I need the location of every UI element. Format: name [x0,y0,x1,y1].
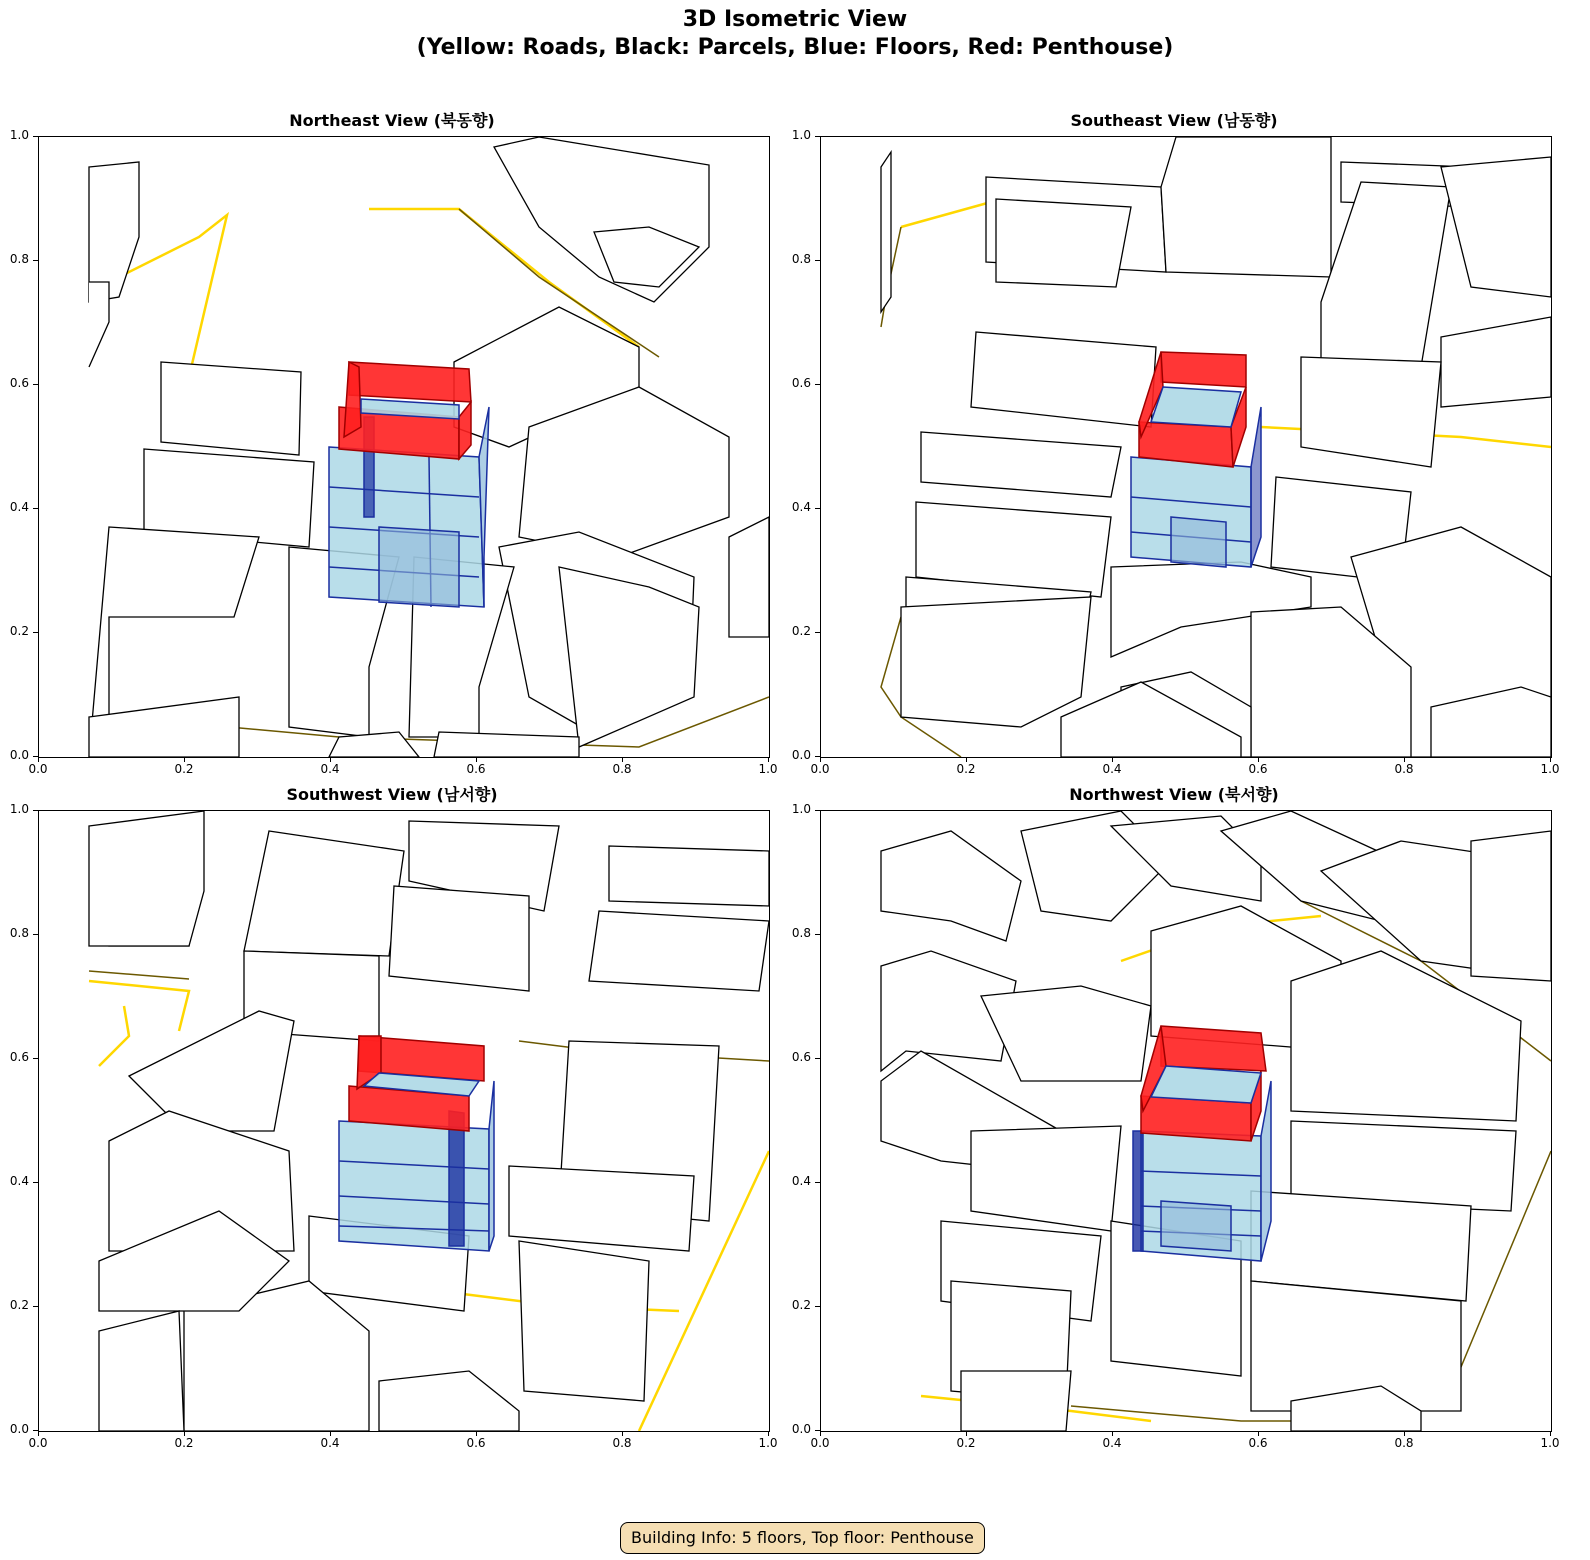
building [589,911,769,991]
penthouse-wall [349,362,471,402]
building [1321,182,1451,367]
building [971,332,1156,427]
floor-block [489,1081,494,1251]
y-tick-label: 0.6 [9,1050,29,1064]
building [981,986,1151,1081]
plot-area [820,136,1552,758]
y-tick-label: 0.4 [9,500,29,514]
floor-block [1161,1201,1231,1251]
figure-title-line1: 3D Isometric View [682,7,908,32]
building [494,137,709,302]
floor-block [339,1121,489,1251]
y-tick-mark [33,260,38,261]
figure-title-line2: (Yellow: Roads, Black: Parcels, Blue: Floors, Red: Penthouse) [416,35,1174,60]
y-tick-label: 0.2 [9,1298,29,1312]
building [519,1241,649,1401]
building [161,362,301,455]
x-tick-label: 0.8 [612,1436,632,1450]
y-tick-mark [815,1430,820,1431]
y-tick-label: 1.0 [9,128,29,142]
y-tick-label: 0.0 [791,748,811,762]
building [329,732,419,757]
building [996,199,1131,287]
y-tick-label: 0.0 [9,1422,29,1436]
x-tick-label: 0.8 [612,762,632,776]
y-tick-mark [33,810,38,811]
panel-title: Northwest View (북서향) [1069,785,1279,804]
building [244,831,404,956]
y-tick-mark [33,384,38,385]
y-tick-label: 0.0 [9,748,29,762]
building [921,432,1121,497]
building [1301,357,1441,467]
y-tick-mark [815,384,820,385]
y-tick-mark [815,260,820,261]
y-tick-label: 0.8 [791,252,811,266]
y-tick-mark [33,1058,38,1059]
building [99,1311,184,1431]
floor-block [1251,407,1261,567]
penthouse [1139,352,1246,467]
y-tick-label: 1.0 [9,802,29,816]
building [379,1371,519,1431]
scene-southeast [821,137,1551,757]
y-tick-mark [33,934,38,935]
panel-northwest [782,782,1566,1454]
x-tick-label: 0.0 [810,762,830,776]
x-tick-label: 1.0 [1540,1436,1560,1450]
y-tick-label: 0.2 [791,624,811,638]
penthouse [349,1036,484,1131]
x-tick-label: 1.0 [758,1436,778,1450]
penthouse-roof [1151,1066,1261,1103]
panel-southeast [782,108,1566,780]
y-tick-label: 0.6 [9,376,29,390]
building [971,1126,1121,1231]
x-tick-label: 0.4 [320,1436,340,1450]
scene-southwest [39,811,769,1431]
panel-title: Northeast View (북동향) [289,111,495,130]
building [89,282,109,367]
y-tick-mark [815,1182,820,1183]
column [449,1111,464,1246]
building [901,597,1091,727]
building-info-box: Building Info: 5 floors, Top floor: Penthouse [620,1522,985,1554]
x-tick-label: 0.2 [956,762,976,776]
x-tick-label: 1.0 [758,762,778,776]
y-tick-mark [33,1182,38,1183]
x-tick-label: 0.6 [466,1436,486,1450]
building [89,162,139,302]
building [729,517,769,637]
y-tick-label: 1.0 [791,128,811,142]
building [609,846,769,906]
road-line [89,971,189,979]
y-tick-mark [815,136,820,137]
x-tick-label: 0.4 [1102,762,1122,776]
building [961,1371,1071,1431]
building [509,1166,694,1251]
y-tick-mark [33,136,38,137]
building [1471,831,1551,981]
floor-block [379,527,459,607]
penthouse-roof [1151,387,1241,427]
y-tick-label: 0.6 [791,1050,811,1064]
y-tick-mark [33,632,38,633]
y-tick-mark [33,1430,38,1431]
x-tick-label: 0.0 [810,1436,830,1450]
y-tick-label: 0.4 [9,1174,29,1188]
panel-title: Southeast View (남동향) [1070,111,1278,130]
panel-southwest [0,782,784,1454]
x-tick-label: 0.6 [1248,1436,1268,1450]
y-tick-mark [815,508,820,509]
road-line [89,981,189,1031]
y-tick-mark [815,934,820,935]
panel-northeast [0,108,784,780]
floor-block [1171,517,1226,567]
scene-northeast [39,137,769,757]
building [434,732,579,757]
penthouse [1141,1026,1266,1141]
building [89,697,239,757]
x-tick-label: 0.6 [1248,762,1268,776]
y-tick-label: 0.4 [791,1174,811,1188]
x-tick-label: 0.2 [956,1436,976,1450]
panel-title: Southwest View (남서향) [286,785,498,804]
building [881,152,891,312]
y-tick-label: 0.2 [9,624,29,638]
y-tick-label: 0.4 [791,500,811,514]
y-tick-mark [815,1058,820,1059]
x-tick-label: 0.8 [1394,1436,1414,1450]
y-tick-mark [815,810,820,811]
column [1133,1131,1143,1251]
x-tick-label: 0.4 [320,762,340,776]
building [89,811,204,946]
penthouse-wall [344,362,361,437]
x-tick-label: 0.6 [466,762,486,776]
penthouse-wall [1161,352,1246,387]
penthouse [339,362,471,459]
road-line [99,1006,129,1066]
y-tick-label: 1.0 [791,802,811,816]
building [129,1011,294,1131]
y-tick-mark [33,756,38,757]
building [881,831,1021,941]
y-tick-label: 0.8 [791,926,811,940]
x-tick-label: 0.8 [1394,762,1414,776]
y-tick-mark [815,756,820,757]
x-tick-label: 0.2 [174,762,194,776]
scene-northwest [821,811,1551,1431]
x-tick-label: 0.0 [28,762,48,776]
x-tick-label: 1.0 [1540,762,1560,776]
y-tick-label: 0.0 [791,1422,811,1436]
plot-area [38,136,770,758]
building [1161,137,1331,277]
figure-title [0,6,1590,62]
building [1441,317,1551,407]
plot-area [820,810,1552,1432]
y-tick-mark [815,1306,820,1307]
y-tick-label: 0.2 [791,1298,811,1312]
y-tick-label: 0.6 [791,376,811,390]
building [1441,157,1551,297]
y-tick-label: 0.8 [9,252,29,266]
building [389,886,529,991]
plot-area [38,810,770,1432]
y-tick-mark [33,508,38,509]
y-tick-label: 0.8 [9,926,29,940]
x-tick-label: 0.0 [28,1436,48,1450]
y-tick-mark [815,632,820,633]
x-tick-label: 0.4 [1102,1436,1122,1450]
penthouse-wall [1161,1026,1266,1071]
y-tick-mark [33,1306,38,1307]
x-tick-label: 0.2 [174,1436,194,1450]
